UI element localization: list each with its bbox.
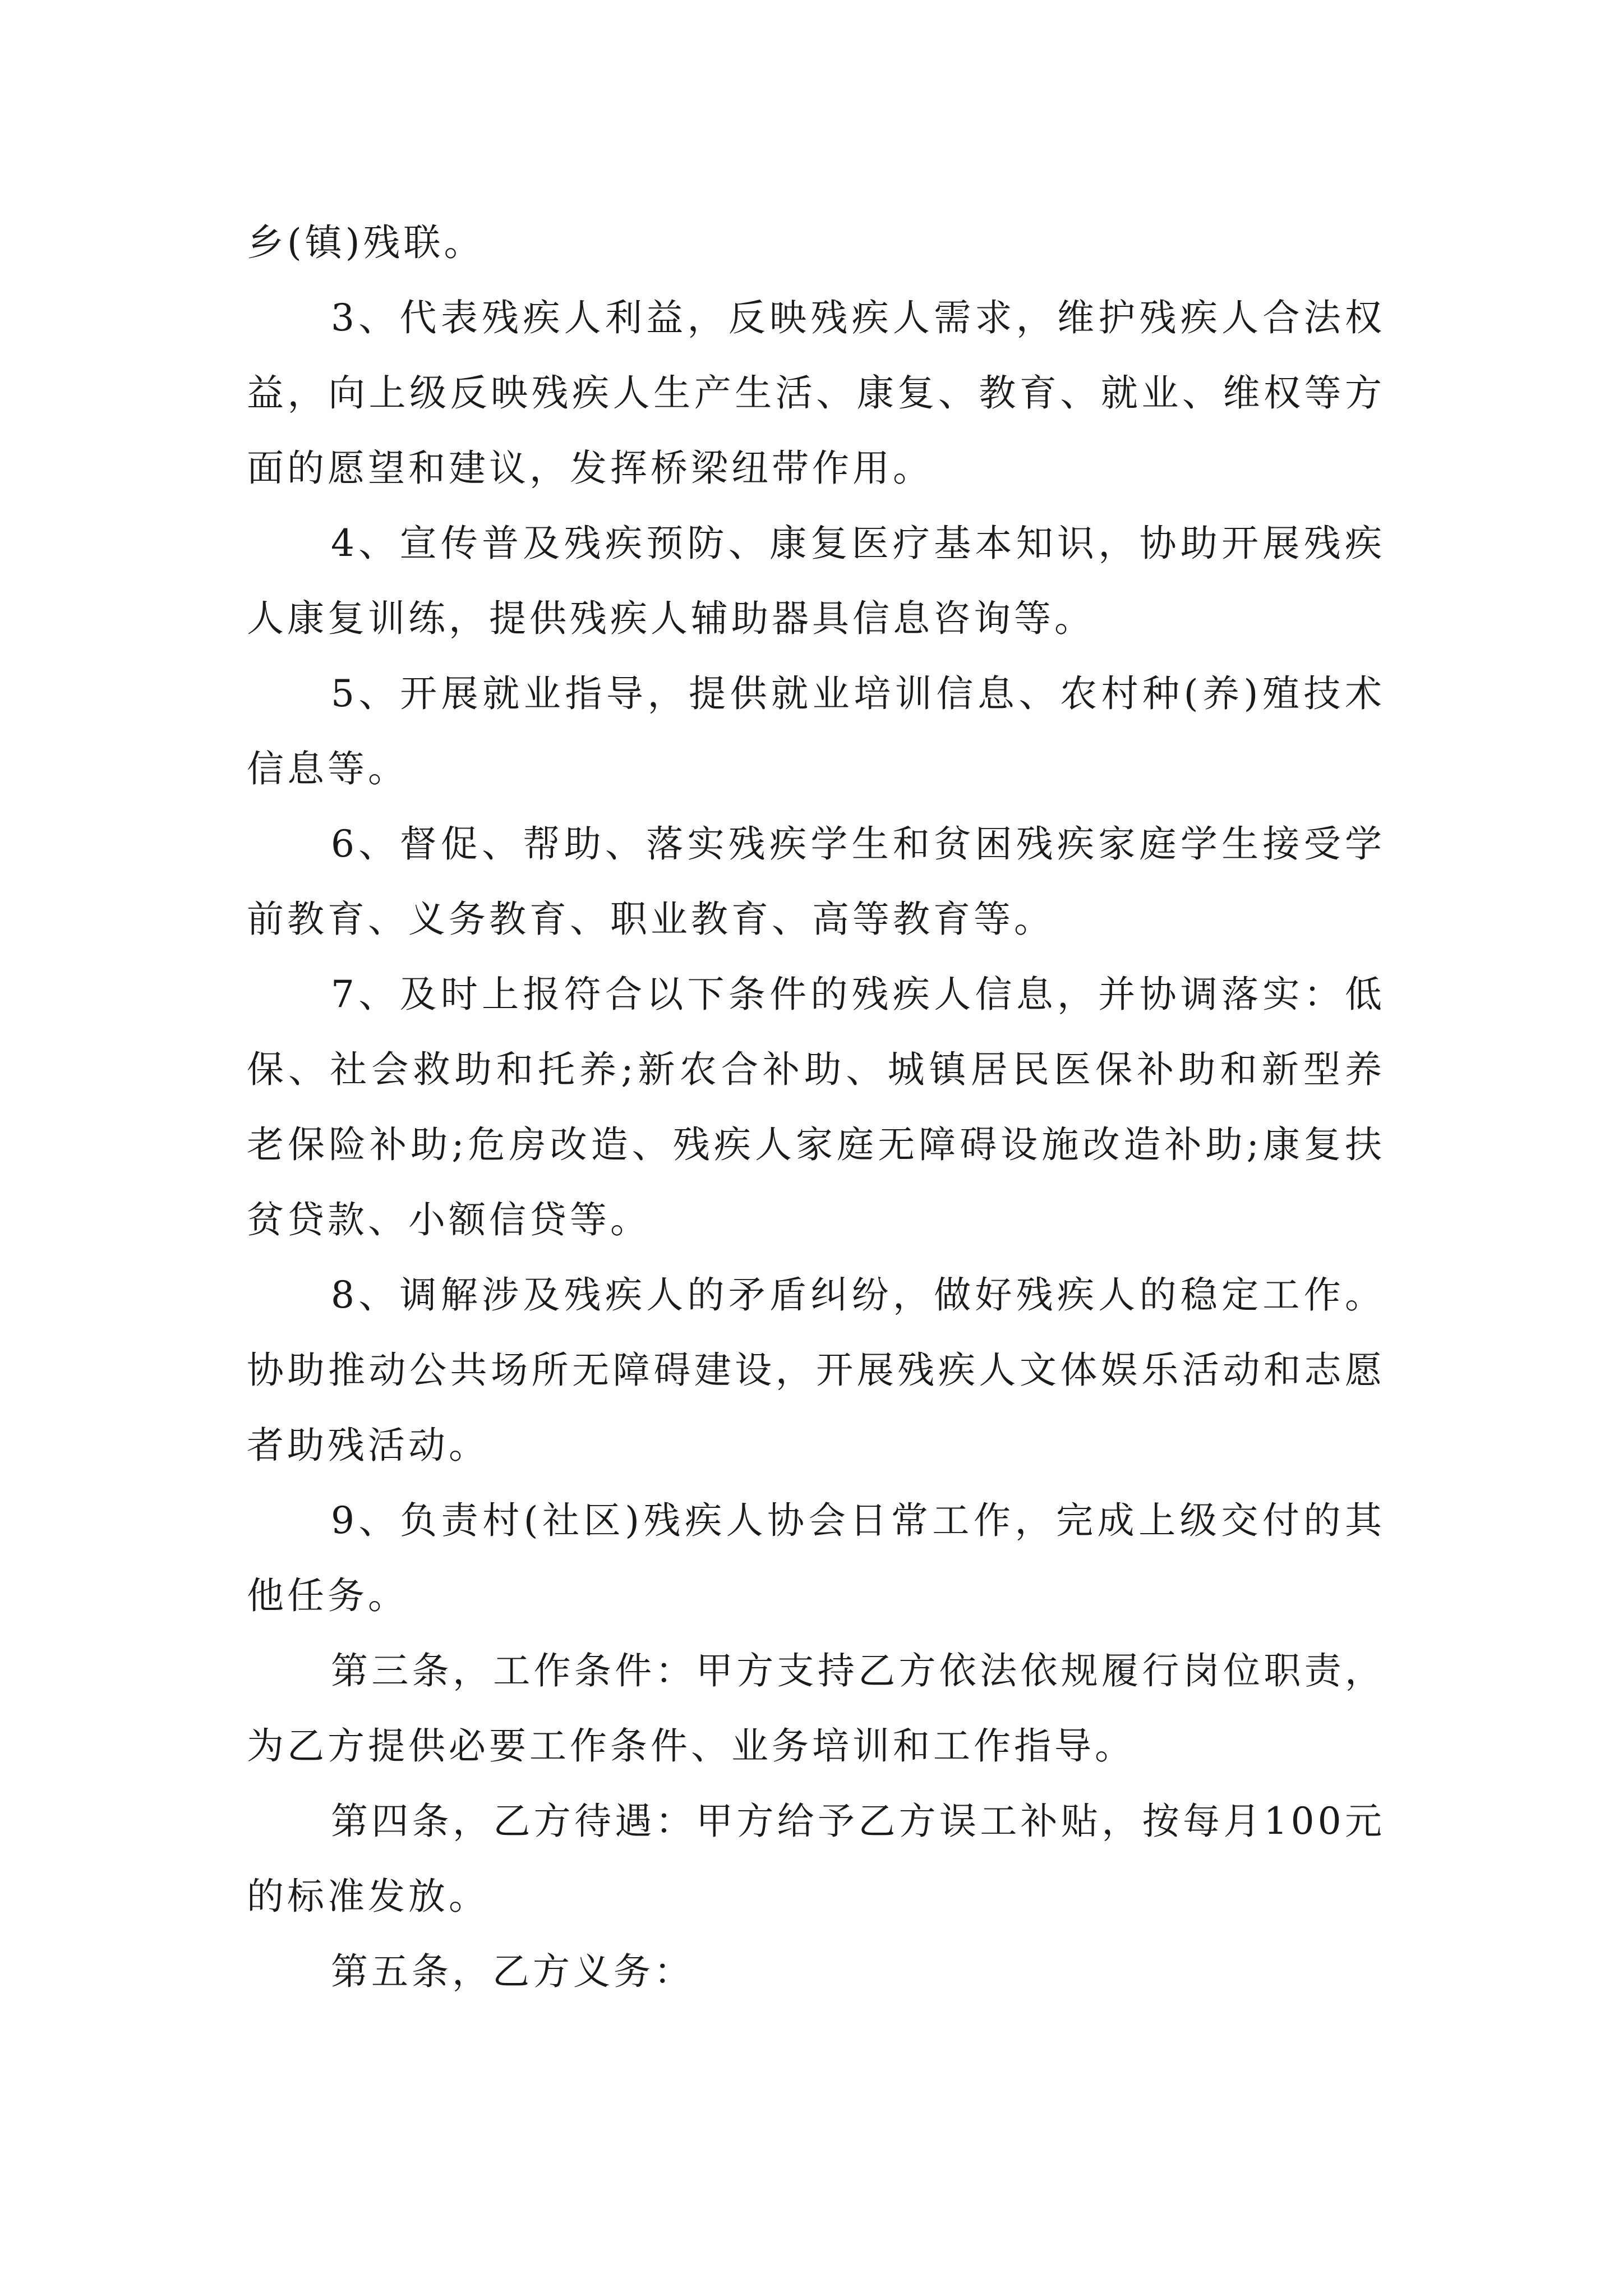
- paragraph-item-5: 5、开展就业指导，提供就业培训信息、农村种(养)殖技术信息等。: [247, 672, 1385, 790]
- article-4-paragraph: 第四条，乙方待遇：甲方给予乙方误工补贴，按每月100元的标准发放。: [247, 1800, 1385, 1918]
- paragraph-continuation: 乡(镇)残联。: [247, 221, 485, 264]
- paragraph-item-9: 9、负责村(社区)残疾人协会日常工作，完成上级交付的其他任务。: [247, 1499, 1385, 1617]
- paragraph-item-3: 3、代表残疾人利益，反映残疾人需求，维护残疾人合法权益，向上级反映残疾人生产生活、康复、教育、就业、维权等方面的愿望和建议，发挥桥梁纽带作用。: [247, 296, 1385, 490]
- document-body: [247, 205, 1385, 2009]
- paragraph-item-8: 8、调解涉及残疾人的矛盾纠纷，做好残疾人的稳定工作。协助推动公共场所无障碍建设，开展残疾人文体娱乐活动和志愿者助残活动。: [247, 1273, 1385, 1467]
- paragraph-item-7: 7、及时上报符合以下条件的残疾人信息，并协调落实：低保、社会救助和托养;新农合补助、城镇居民医保补助和新型养老保险补助;危房改造、残疾人家庭无障碍设施改造补助;康复扶贫贷款、小额信贷等。: [247, 973, 1385, 1241]
- article-3-paragraph: 第三条，工作条件：甲方支持乙方依法依规履行岗位职责，为乙方提供必要工作条件、业务培训和工作指导。: [247, 1649, 1385, 1768]
- paragraph-item-6: 6、督促、帮助、落实残疾学生和贫困残疾家庭学生接受学前教育、义务教育、职业教育、高等教育等。: [247, 822, 1385, 941]
- paragraph-item-4: 4、宣传普及残疾预防、康复医疗基本知识，协助开展残疾人康复训练，提供残疾人辅助器具信息咨询等。: [247, 522, 1385, 640]
- article-5-heading: 第五条，乙方义务：: [331, 1950, 694, 1993]
